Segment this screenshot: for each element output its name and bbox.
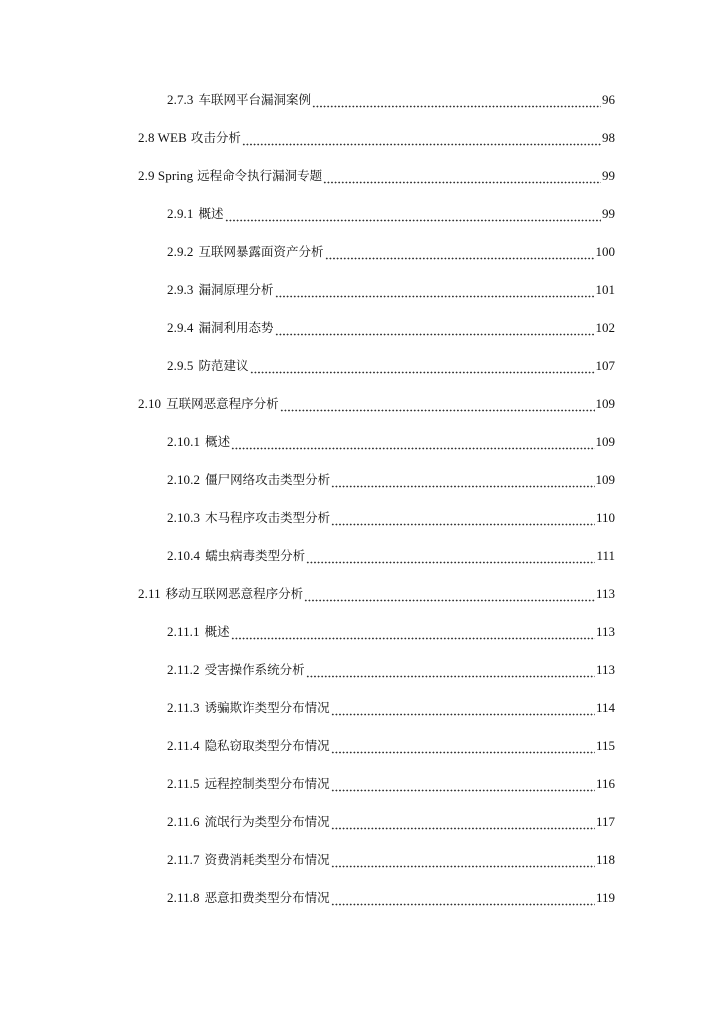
dot-leader bbox=[331, 849, 595, 871]
page-number: 109 bbox=[595, 472, 615, 487]
dot-leader bbox=[331, 887, 595, 909]
page-number: 113 bbox=[595, 586, 615, 601]
toc-entry[interactable] bbox=[167, 773, 615, 795]
toc-entry[interactable] bbox=[167, 545, 615, 567]
dot-leader bbox=[304, 583, 595, 605]
section-number: 2.10.3 bbox=[167, 510, 201, 525]
section-number: 2.11.2 bbox=[167, 662, 200, 677]
section-title: 恶意扣费类型分布情况 bbox=[204, 890, 330, 905]
page-number: 119 bbox=[595, 890, 615, 905]
section-title: 诱骗欺诈类型分布情况 bbox=[204, 700, 330, 715]
section-number: 2.8 WEB bbox=[138, 130, 187, 145]
page-number: 101 bbox=[595, 282, 615, 297]
section-title: 漏洞原理分析 bbox=[198, 282, 274, 297]
section-title: 互联网恶意程序分析 bbox=[166, 396, 279, 411]
section-number: 2.10.2 bbox=[167, 472, 201, 487]
dot-leader bbox=[325, 241, 595, 263]
toc-entry[interactable] bbox=[138, 127, 615, 149]
page-number: 109 bbox=[595, 434, 615, 449]
dot-leader bbox=[331, 773, 595, 795]
section-number: 2.9 Spring bbox=[138, 168, 194, 183]
page-number: 100 bbox=[595, 244, 615, 259]
section-title: 移动互联网恶意程序分析 bbox=[165, 586, 304, 601]
section-title: 防范建议 bbox=[198, 358, 249, 373]
section-number: 2.9.1 bbox=[167, 206, 194, 221]
section-number: 2.11 bbox=[138, 586, 161, 601]
page-number: 110 bbox=[595, 510, 615, 525]
toc-entry[interactable] bbox=[167, 469, 615, 491]
section-title: 木马程序攻击类型分析 bbox=[205, 510, 331, 525]
page-number: 99 bbox=[602, 168, 615, 183]
section-number: 2.9.4 bbox=[167, 320, 194, 335]
section-number: 2.9.5 bbox=[167, 358, 194, 373]
dot-leader bbox=[331, 735, 595, 757]
toc-entry[interactable] bbox=[167, 355, 615, 377]
toc-entry[interactable] bbox=[167, 811, 615, 833]
page-number: 111 bbox=[596, 548, 615, 563]
dot-leader bbox=[275, 279, 595, 301]
section-title: 概述 bbox=[204, 624, 230, 639]
section-title: 概述 bbox=[198, 206, 224, 221]
page-number: 113 bbox=[595, 662, 615, 677]
dot-leader bbox=[331, 811, 595, 833]
page-number: 99 bbox=[602, 206, 615, 221]
toc-entry[interactable] bbox=[167, 697, 615, 719]
toc-entry[interactable] bbox=[167, 241, 615, 263]
page-number: 115 bbox=[595, 738, 615, 753]
section-number: 2.11.5 bbox=[167, 776, 200, 791]
toc-entry[interactable] bbox=[167, 735, 615, 757]
section-number: 2.11.6 bbox=[167, 814, 200, 829]
toc-entry[interactable] bbox=[167, 431, 615, 453]
dot-leader bbox=[225, 203, 601, 225]
toc-entry[interactable] bbox=[167, 279, 615, 301]
page-number: 116 bbox=[595, 776, 615, 791]
dot-leader bbox=[323, 165, 601, 187]
section-number: 2.9.3 bbox=[167, 282, 194, 297]
section-number: 2.10.4 bbox=[167, 548, 201, 563]
dot-leader bbox=[312, 89, 601, 111]
page-number: 114 bbox=[595, 700, 615, 715]
toc-entry[interactable] bbox=[167, 659, 615, 681]
section-number: 2.10 bbox=[138, 396, 162, 411]
section-number: 2.10.1 bbox=[167, 434, 201, 449]
section-number: 2.11.1 bbox=[167, 624, 200, 639]
dot-leader bbox=[306, 545, 595, 567]
section-title: 远程控制类型分布情况 bbox=[204, 776, 330, 791]
section-title: 漏洞利用态势 bbox=[198, 320, 274, 335]
page-number: 118 bbox=[595, 852, 615, 867]
toc-entry[interactable] bbox=[167, 203, 615, 225]
dot-leader bbox=[275, 317, 595, 339]
section-title: 隐私窃取类型分布情况 bbox=[204, 738, 330, 753]
dot-leader bbox=[331, 697, 595, 719]
toc-entry[interactable] bbox=[167, 89, 615, 111]
toc-entry[interactable] bbox=[167, 507, 615, 529]
section-title: 流氓行为类型分布情况 bbox=[204, 814, 330, 829]
section-title: 概述 bbox=[205, 434, 231, 449]
dot-leader bbox=[231, 621, 595, 643]
page-number: 109 bbox=[595, 396, 615, 411]
page-number: 102 bbox=[595, 320, 615, 335]
page-number: 117 bbox=[595, 814, 615, 829]
dot-leader bbox=[331, 507, 595, 529]
page-number: 107 bbox=[595, 358, 615, 373]
toc-entry[interactable] bbox=[138, 393, 615, 415]
section-title: 互联网暴露面资产分析 bbox=[198, 244, 324, 259]
section-title: 资费消耗类型分布情况 bbox=[204, 852, 330, 867]
toc-entry[interactable] bbox=[167, 317, 615, 339]
dot-leader bbox=[306, 659, 595, 681]
section-number: 2.11.7 bbox=[167, 852, 200, 867]
section-number: 2.11.3 bbox=[167, 700, 200, 715]
section-number: 2.9.2 bbox=[167, 244, 194, 259]
toc-entry[interactable] bbox=[167, 621, 615, 643]
section-title: 蠕虫病毒类型分析 bbox=[205, 548, 306, 563]
dot-leader bbox=[231, 431, 594, 453]
dot-leader bbox=[331, 469, 594, 491]
section-title: 受害操作系统分析 bbox=[204, 662, 305, 677]
section-title: 攻击分析 bbox=[190, 130, 241, 145]
section-number: 2.11.4 bbox=[167, 738, 200, 753]
toc-entry[interactable] bbox=[167, 887, 615, 909]
section-title: 车联网平台漏洞案例 bbox=[198, 92, 312, 107]
dot-leader bbox=[280, 393, 595, 415]
toc-entry[interactable] bbox=[167, 849, 615, 871]
page-number: 113 bbox=[595, 624, 615, 639]
page-number: 98 bbox=[602, 130, 615, 145]
section-title: 僵尸网络攻击类型分析 bbox=[205, 472, 331, 487]
section-number: 2.7.3 bbox=[167, 92, 194, 107]
section-number: 2.11.8 bbox=[167, 890, 200, 905]
dot-leader bbox=[242, 127, 601, 149]
dot-leader bbox=[250, 355, 595, 377]
page-number: 96 bbox=[602, 92, 615, 107]
toc-entry[interactable] bbox=[138, 165, 615, 187]
section-title: 远程命令执行漏洞专题 bbox=[197, 168, 323, 183]
toc-entry[interactable] bbox=[138, 583, 615, 605]
